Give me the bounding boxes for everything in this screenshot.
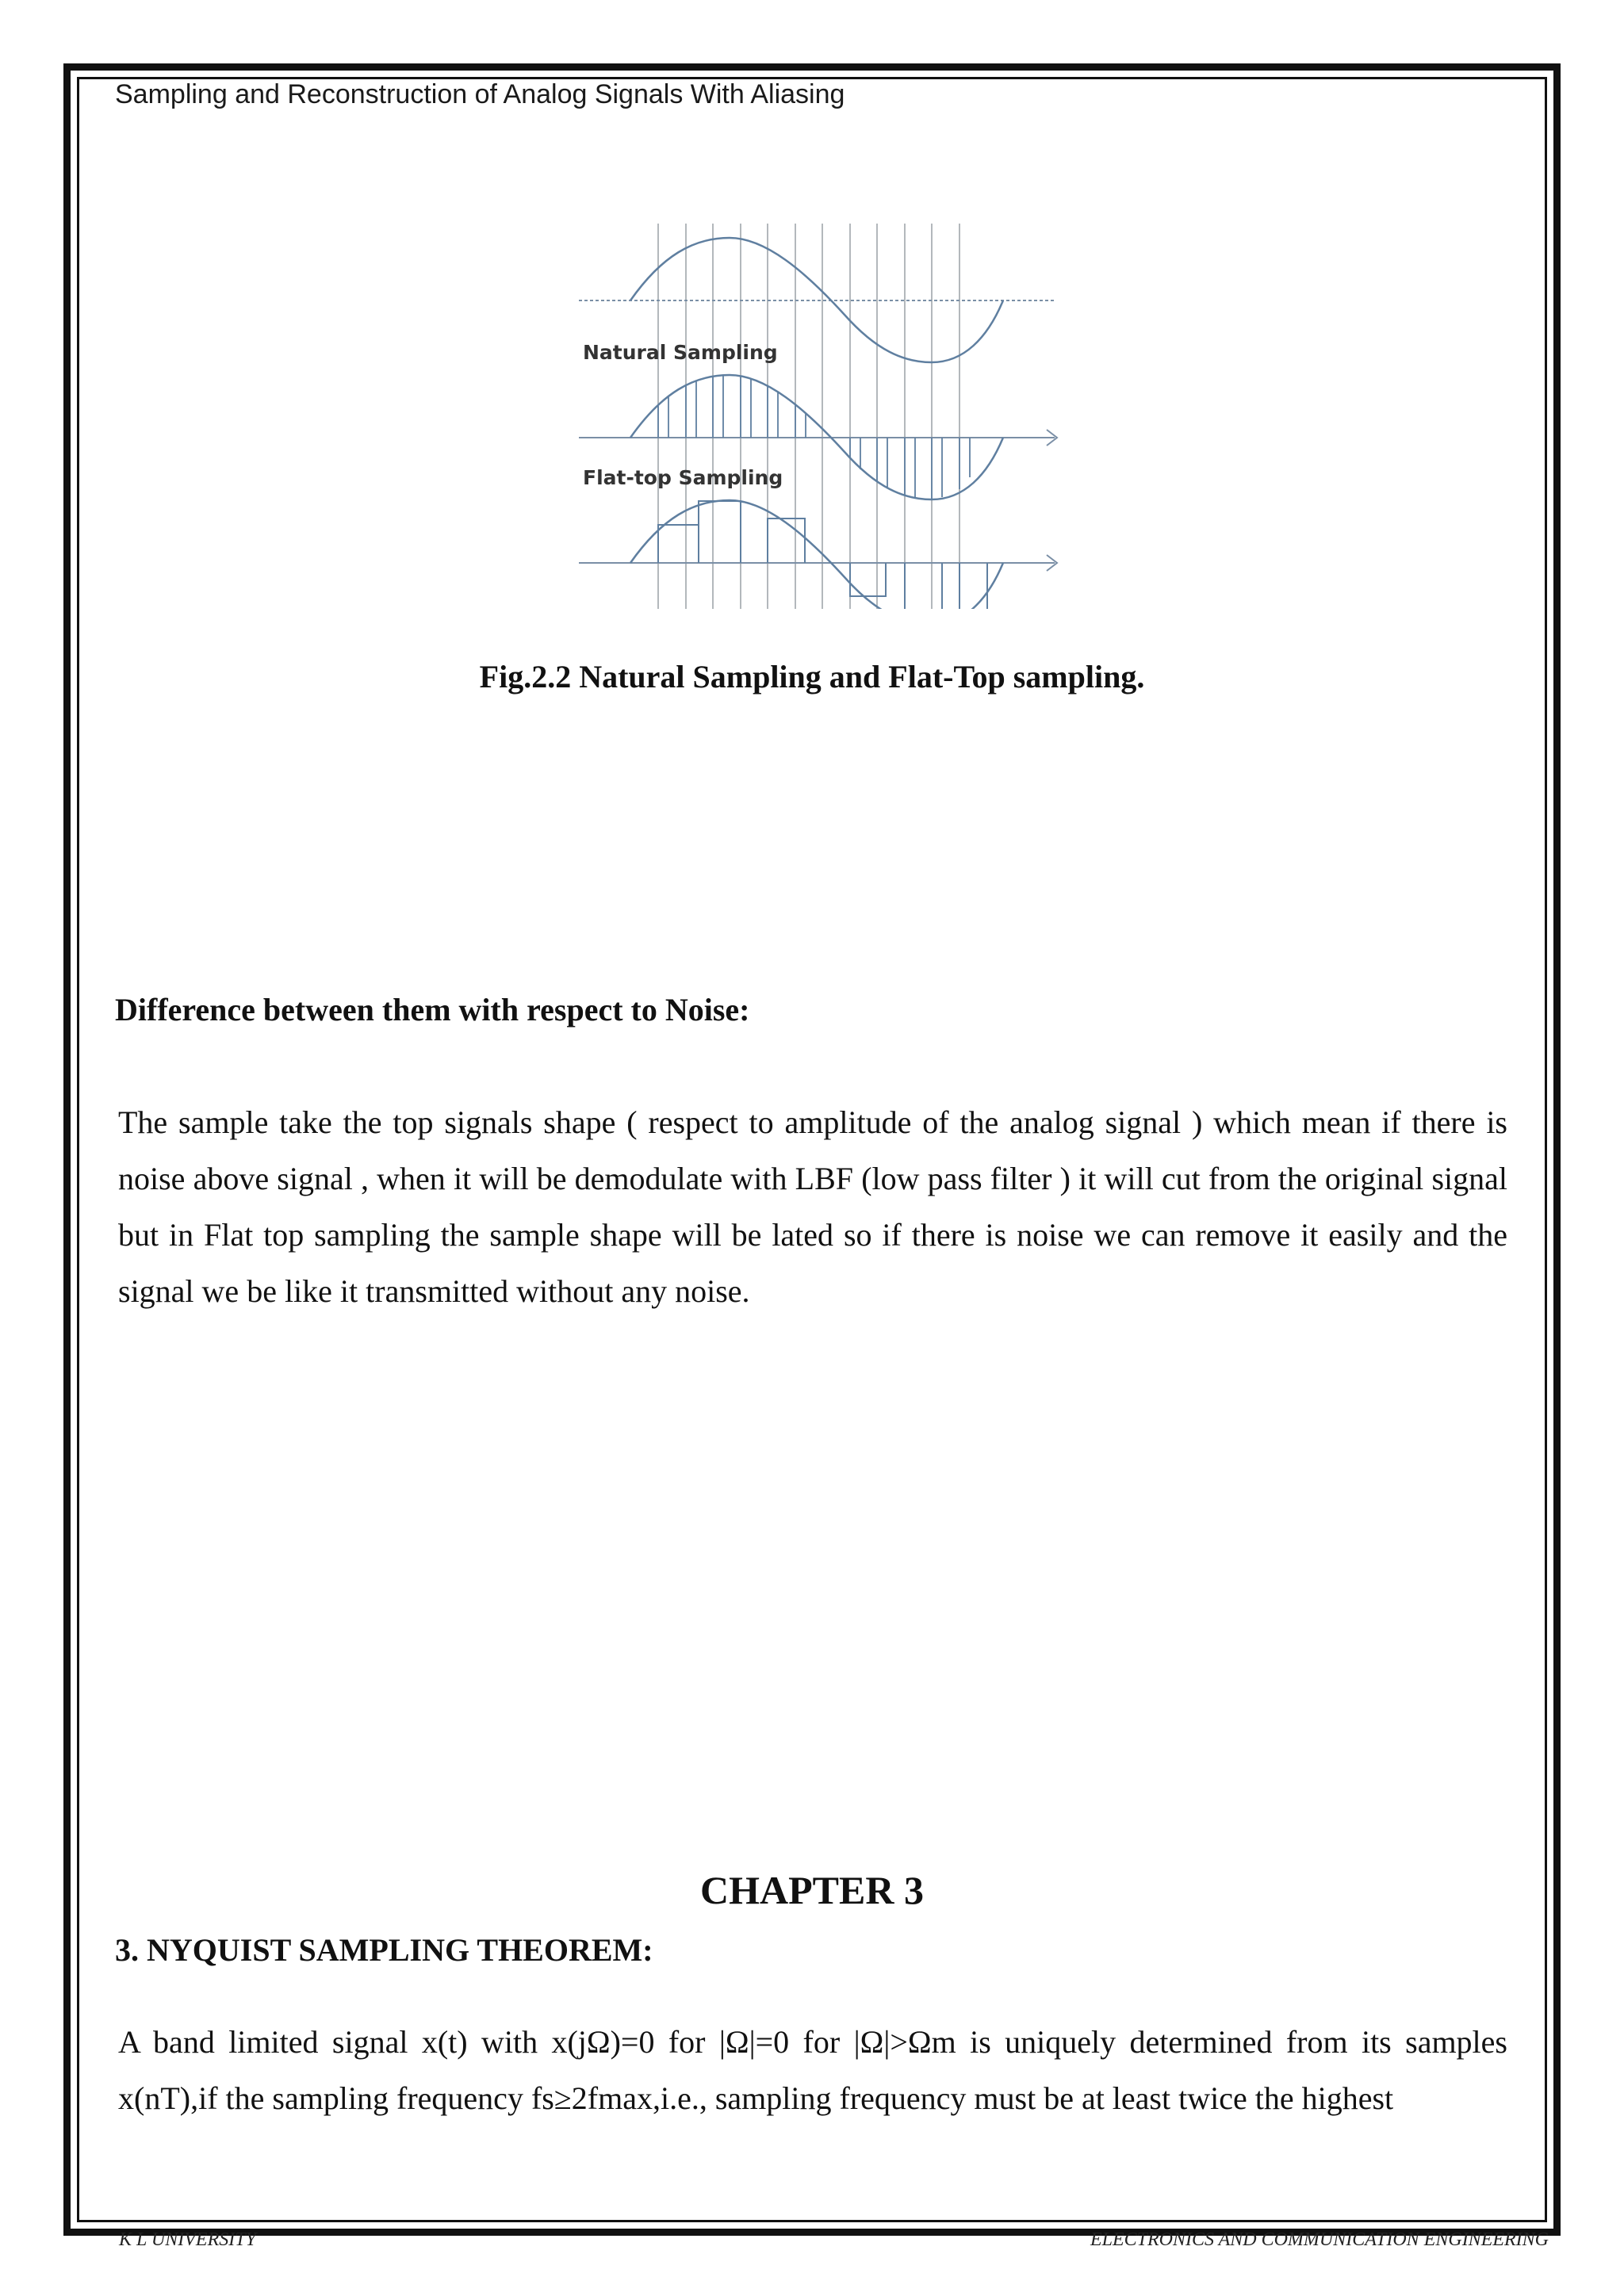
natural-sampling-label: Natural Sampling [583, 341, 778, 364]
nyquist-paragraph: A band limited signal x(t) with x(jΩ)=0 for |Ω|=0 for |Ω|>Ωm is uniquely determined from its samples x(nT),if the sampling frequency fs≥2fmax,i.e., sampling frequency must be at least twice the highest [118, 2024, 1507, 2116]
figure-caption: Fig.2.2 Natural Sampling and Flat-Top sampling. [479, 659, 1145, 695]
footer-university: K L UNIVERSITY [119, 2229, 256, 2250]
theorem-heading: 3. NYQUIST SAMPLING THEOREM: [115, 1932, 653, 1968]
footer-department: ELECTRONICS AND COMMUNICATION ENGINEERING [1090, 2229, 1549, 2250]
noise-paragraph: The sample take the top signals shape ( respect to amplitude of the analog signal ) which mean if there is noise above signal , when it will be demodulate with LBF (low pass filter ) it will cut from the original signal but in Flat top sampling the sample shape will be lated so if there is noise we can remove it easily and the signal we be like it transmitted without any noise. [118, 1104, 1507, 1309]
flat-top-sampling-label: Flat-top Sampling [583, 466, 783, 489]
running-header: Sampling and Reconstruction of Analog Signals With Aliasing [115, 79, 845, 109]
chapter-title: CHAPTER 3 [700, 1868, 924, 1912]
section-heading: Difference between them with respect to Noise: [115, 992, 750, 1027]
sampling-figure [575, 224, 1067, 609]
